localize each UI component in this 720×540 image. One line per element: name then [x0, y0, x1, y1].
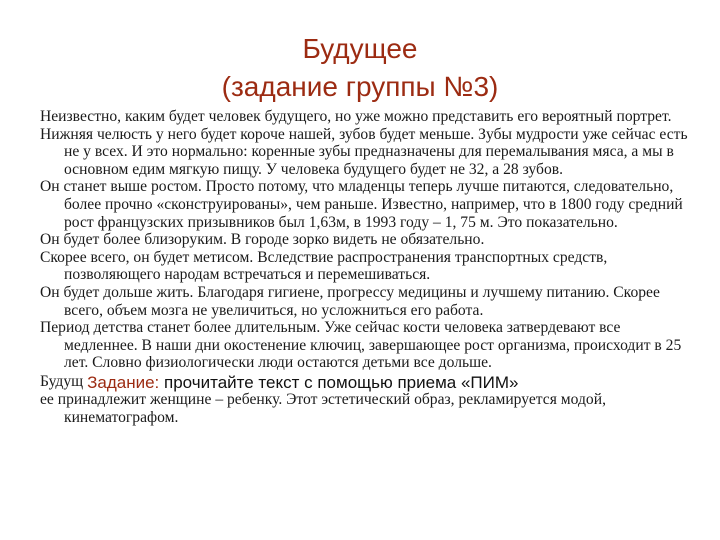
paragraph-last-start-line — [40, 372, 690, 391]
slide-title — [0, 30, 720, 106]
slide-body — [40, 108, 690, 426]
paragraph-lifespan: Он будет дольше жить. Благодаря гигиене, прогрессу медицины и лучшему питанию. Скорее всего, объем мозга не увеличиться, но усложниться его работа. — [40, 283, 660, 319]
paragraph-myopia: Он будет более близоруким. В городе зорко видеть не обязательно. — [40, 231, 485, 249]
title-line-1: Будущее — [302, 33, 418, 64]
task-text: прочитайте текст с помощью приема «ПИМ» — [159, 372, 519, 392]
paragraph-jaw: Нижняя челюсть у него будет короче нашей, зубов будет меньше. Зубы мудрости уже сейчас есть не у всех. И это нормально: коренные зубы предназначены для перемалывания мяса, а мы в основном едим мягкую пищу. У человека будущего будет не 32, а 28 зубов. — [40, 125, 688, 178]
paragraph-height: Он станет выше ростом. Просто потому, что младенцы теперь лучше питаются, следовательно, более прочно «сконструированы», чем раньше. Известно, например, что в 1800 году средний рост французских призывников был 1,63м, в 1993 году – 1, 75 м. Это показательно. — [40, 178, 683, 231]
task-instruction — [87, 373, 518, 392]
paragraph-last-start: Будущ — [40, 372, 84, 390]
paragraph-last-rest: ее принадлежит женщине – ребенку. Этот эстетический образ, рекламируется модой, кинематографом. — [40, 390, 606, 426]
paragraph-childhood: Период детства станет более длительным. Уже сейчас кости человека затвердевают все медленнее. В наши дни окостенение ключиц, завершающее рост организма, происходит в 25 лет. Словно физиологически люди остаются детьми все дольше. — [40, 319, 682, 372]
paragraph-intro: Неизвестно, каким будет человек будущего, но уже можно представить его вероятный портрет. — [40, 108, 672, 125]
title-line-2: (задание группы №3) — [221, 71, 499, 102]
paragraph-mixed: Скорее всего, он будет метисом. Вследствие распространения транспортных средств, позволяющего народам встречаться и перемешиваться. — [40, 248, 608, 284]
task-label: Задание: — [87, 372, 160, 392]
